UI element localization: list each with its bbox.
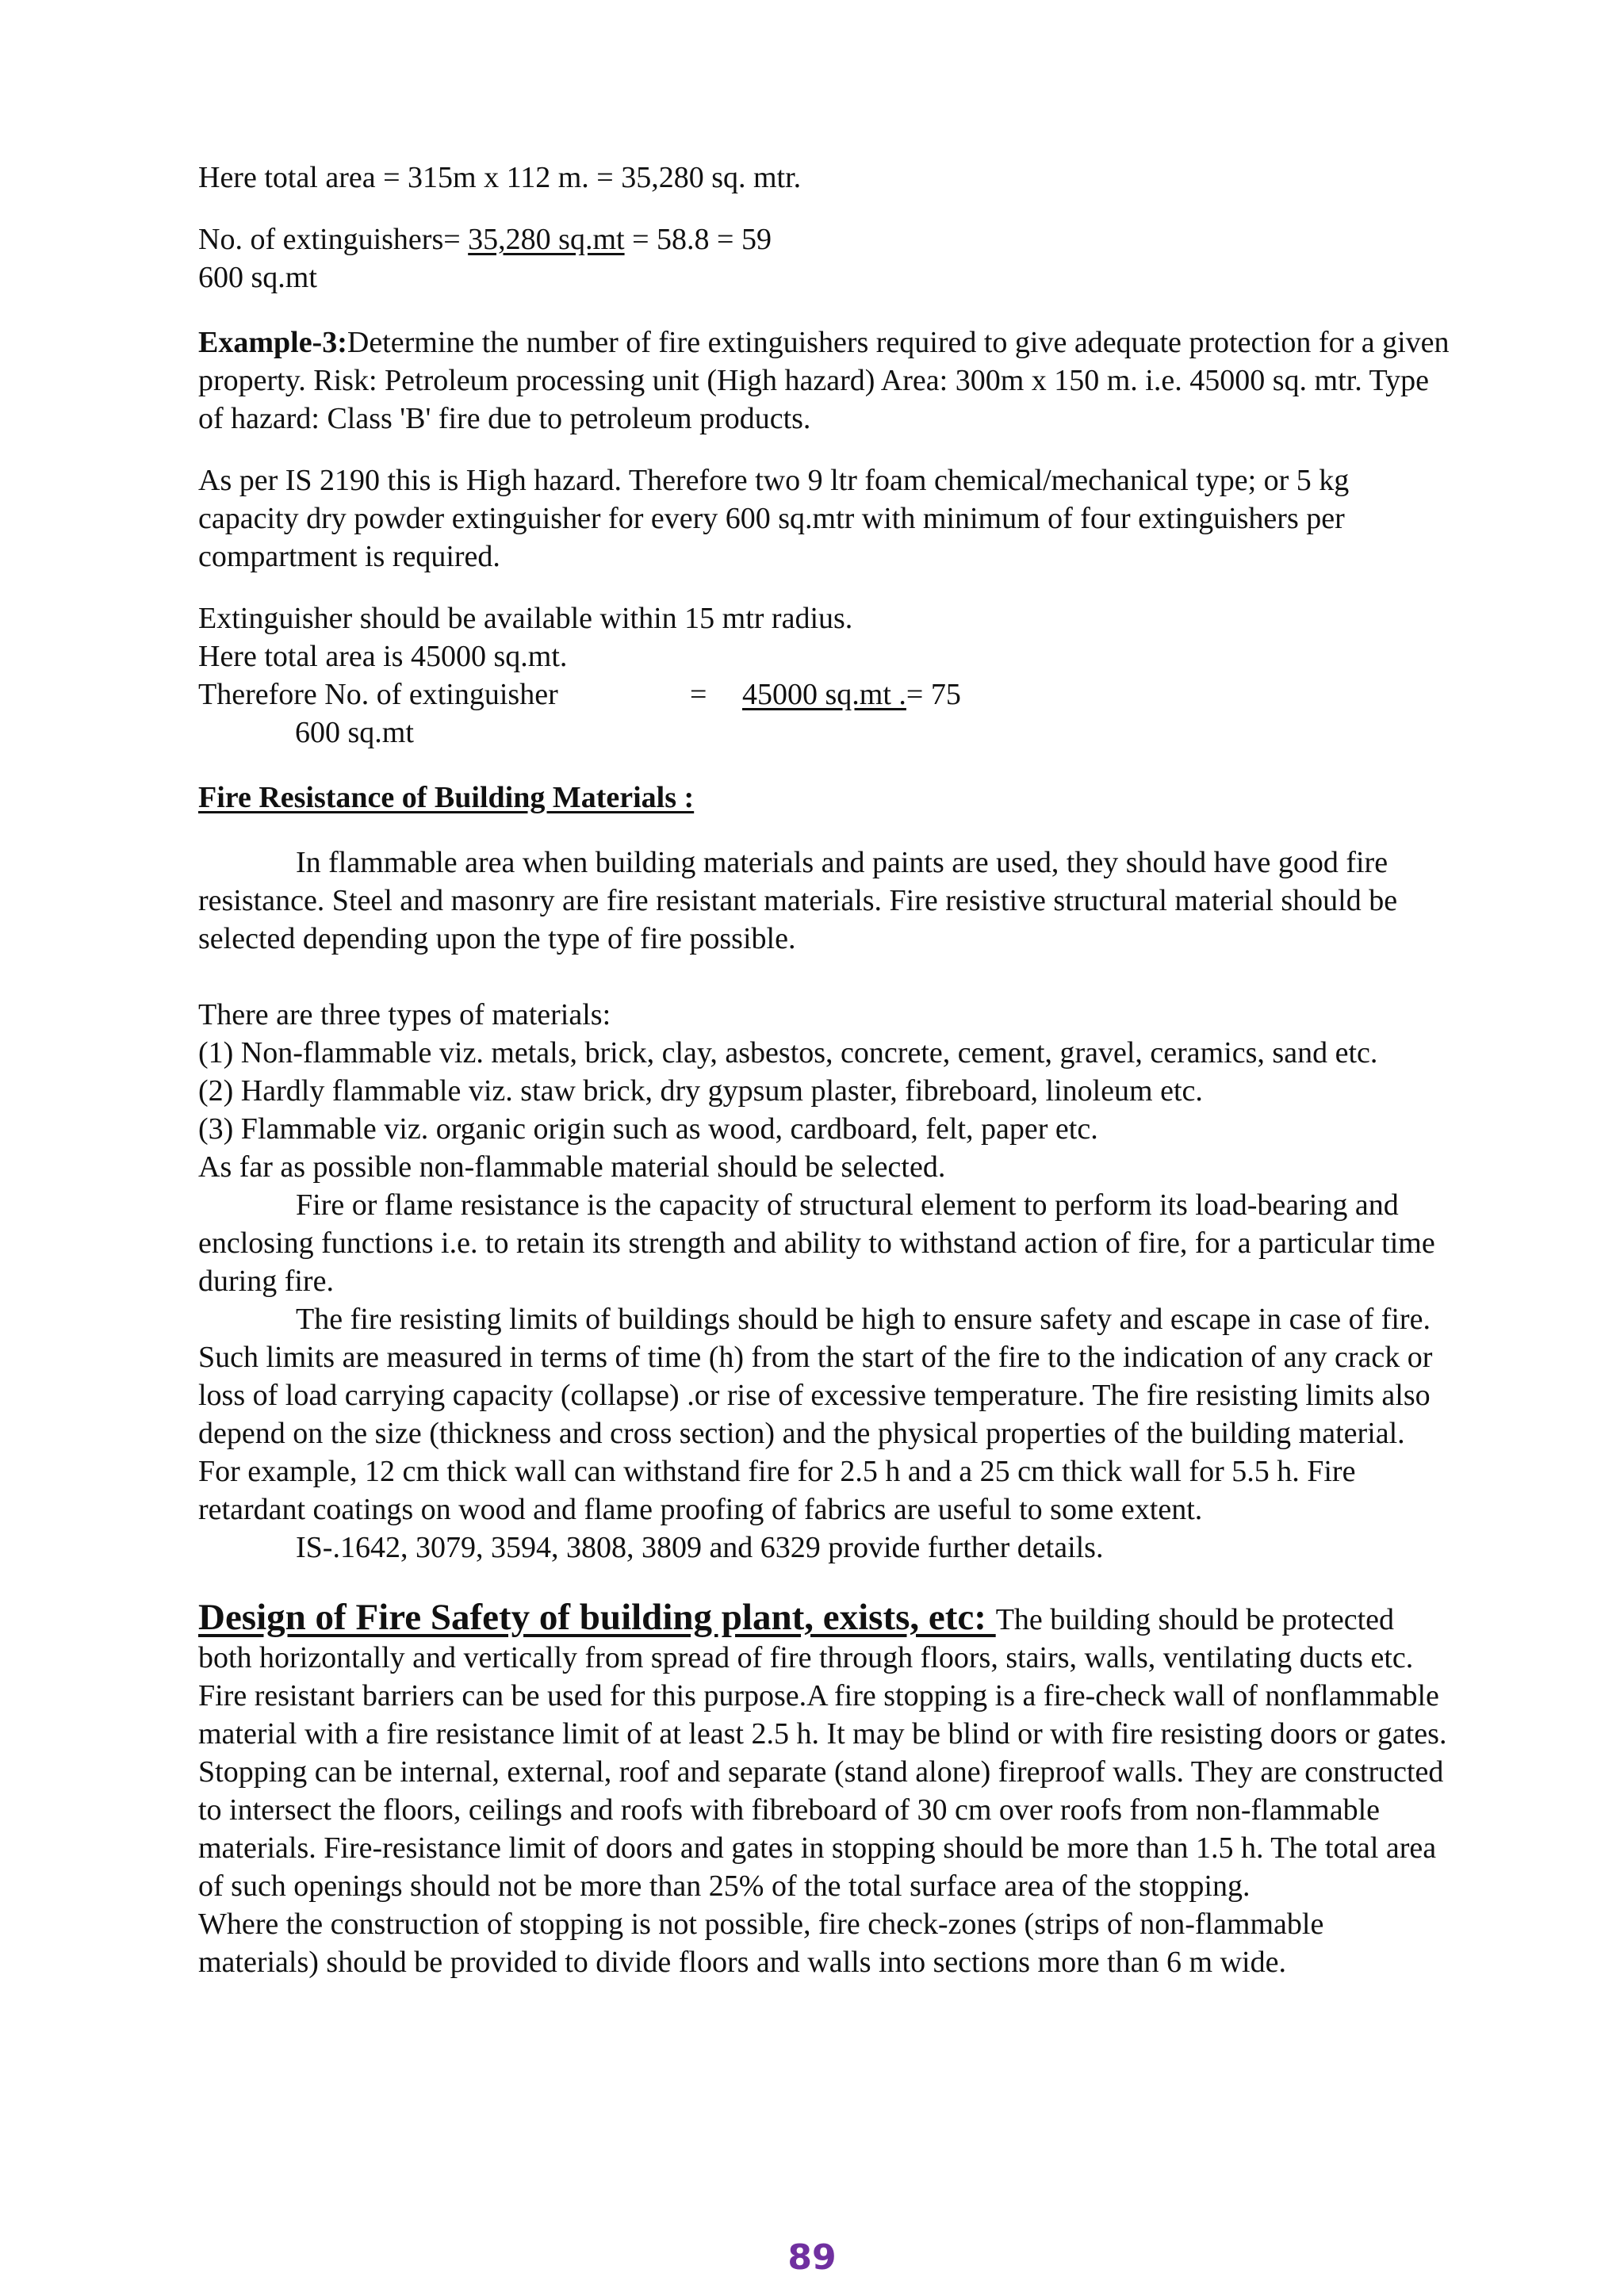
high-hazard-paragraph: As per IS 2190 this is High hazard. Therefore two 9 ltr foam chemical/mechanical type; or 5 kg capacity dry powder extinguisher for every 600 sq.mtr with minimum of four extinguishers per compartment is required.: [198, 464, 1350, 573]
equation-label: Therefore No. of extinguisher: [198, 678, 558, 711]
material-selection-note: As far as possible non-flammable material should be selected.: [198, 1150, 946, 1184]
design-fire-safety-text: The building should be protected both horizontally and vertically from spread of fire through floors, stairs, walls, ventilating ducts etc. Fire resistant barriers can be used for this purpose.A fire stopping is a fire-check wall of nonflammable material with a fire resistance limit of at least 2.5 h. It may be blind or with fire resisting doors or gates. Stopping can be internal, external, roof and separate (stand alone) fireproof walls. They are constructed to intersect the floors, ceilings and roofs with fibreboard of 30 cm over roofs from non-flammable materials. Fire-resistance limit of doors and gates in stopping should be more than 1.5 h. The total area of such openings should not be more than 25% of the total surface area of the stopping.: [198, 1603, 1447, 1903]
radius-line: Extinguisher should be available within 15 mtr radius.: [198, 602, 853, 635]
document-page: [198, 159, 1451, 1981]
equation-denominator: 600 sq.mt: [295, 716, 414, 749]
example-3-text: Determine the number of fire extinguishers required to give adequate protection for a given property. Risk: Petroleum processing unit (High hazard) Area: 300m x 150 m. i.e. 45000 sq. mtr. Type of hazard: Class 'B' fire due to petroleum products.: [198, 326, 1450, 435]
material-type-item: (3) Flammable viz. organic origin such as wood, cardboard, felt, paper etc.: [198, 1112, 1098, 1146]
extinguisher-calc-denominator: 600 sq.mt: [198, 261, 317, 294]
extinguisher-calc-prefix: No. of extinguishers=: [198, 223, 469, 256]
fire-resisting-limits: The fire resisting limits of buildings should be high to ensure safety and escape in case of fire. Such limits are measured in terms of time (h) from the start of the fire to the indication of any crack or loss of load carrying capacity (collapse) .or rise of excessive temperature. The fire resisting limits also depend on the size (thickness and cross section) and the physical properties of the building material. For example, 12 cm thick wall can withstand fire for 2.5 h and a 25 cm thick wall for 5.5 h. Fire retardant coatings on wood and flame proofing of fabrics are useful to some extent.: [198, 1303, 1433, 1526]
example-3-paragraph: [198, 323, 1451, 438]
material-types-intro: There are three types of materials:: [198, 998, 611, 1031]
material-type-item: (1) Non-flammable viz. metals, brick, clay, asbestos, concrete, cement, gravel, ceramics, sand etc.: [198, 1036, 1378, 1070]
extinguisher-calculation-2: [198, 599, 1451, 752]
material-type-item: (2) Hardly flammable viz. staw brick, dry gypsum plaster, fibreboard, linoleum etc.: [198, 1074, 1203, 1108]
design-fire-safety-paragraph: [198, 1598, 1451, 1905]
page-number: 89: [787, 2237, 837, 2278]
extinguisher-calculation-1: [198, 220, 1451, 297]
design-fire-safety-heading: Design of Fire Safety of building plant, exists, etc:: [198, 1597, 996, 1638]
extinguisher-calc-result: = 58.8 = 59: [624, 223, 772, 256]
total-area-line-2: Here total area is 45000 sq.mt.: [198, 640, 568, 673]
example-3-label: Example-3:: [198, 326, 347, 359]
is-standards-reference: IS-.1642, 3079, 3594, 3808, 3809 and 6329 provide further details.: [296, 1531, 1104, 1564]
fire-check-zones-paragraph: Where the construction of stopping is not possible, fire check-zones (strips of non-flammable materials) should be provided to divide floors and walls into sections more than 6 m wide.: [198, 1908, 1324, 1979]
equation-result: = 75: [906, 678, 961, 711]
extinguisher-equation: [198, 675, 1451, 714]
total-area-line: Here total area = 315m x 112 m. = 35,280 sq. mtr.: [198, 161, 802, 194]
material-types: [198, 996, 1451, 1567]
equation-numerator: 45000 sq.mt .: [742, 678, 906, 711]
fire-resistance-definition: Fire or flame resistance is the capacity of structural element to perform its load-bearing and enclosing functions i.e. to retain its strength and ability to withstand action of fire, for a particular time during fire.: [198, 1188, 1435, 1298]
extinguisher-calc-numerator: 35,280 sq.mt: [468, 223, 625, 256]
equation-equals: =: [690, 678, 707, 711]
fire-resistance-intro: In flammable area when building materials and paints are used, they should have good fire resistance. Steel and masonry are fire resistant materials. Fire resistive structural material should be selected depending upon the type of fire possible.: [198, 846, 1398, 955]
fire-resistance-heading: Fire Resistance of Building Materials :: [198, 781, 695, 814]
